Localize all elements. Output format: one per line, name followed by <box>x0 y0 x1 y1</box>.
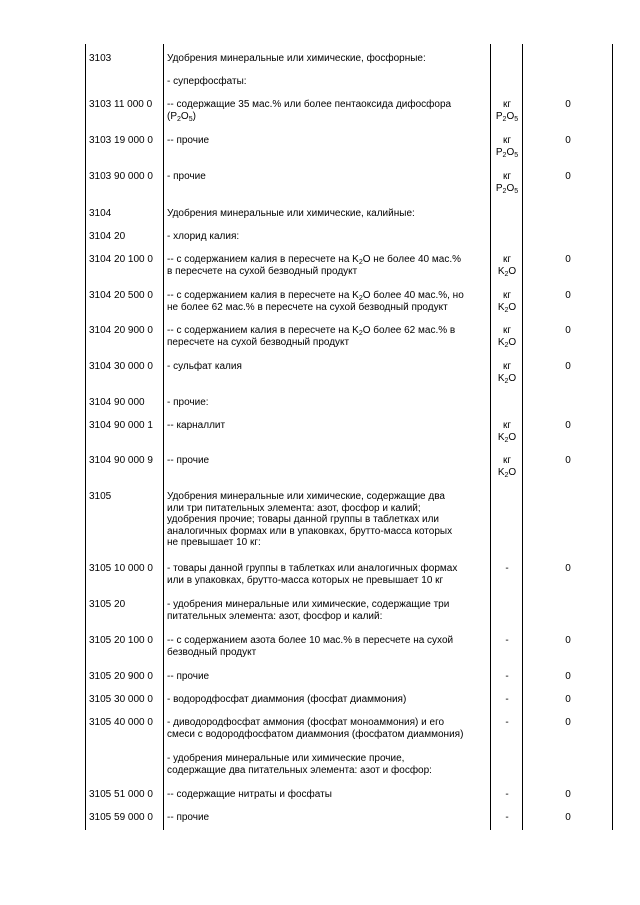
unit-of-measure: - <box>505 635 509 646</box>
tariff-code: 3105 59 000 0 <box>89 812 153 823</box>
tariff-code: 3103 19 000 0 <box>89 135 153 146</box>
tariff-code: 3105 40 000 0 <box>89 717 153 728</box>
tariff-code: 3104 <box>89 208 112 219</box>
unit-of-measure: кг <box>502 290 512 301</box>
unit-basis: $K_2O$ <box>497 265 517 278</box>
tariff-code: 3105 30 000 0 <box>89 694 153 705</box>
item-description: -- с содержанием калия в пересчете на $K_2O$ более 62 мас.% в пересчете на сухой безводный продукт <box>167 325 456 348</box>
unit-of-measure: кг <box>502 325 512 336</box>
unit-of-measure: кг <box>502 99 512 110</box>
unit-basis: $P_2O_5$ <box>495 182 519 195</box>
duty-rate: 0 <box>565 99 571 110</box>
tariff-code: 3105 51 000 0 <box>89 789 153 800</box>
unit-of-measure: - <box>505 671 509 682</box>
duty-rate: 0 <box>565 812 571 823</box>
tariff-code: 3105 20 <box>89 599 126 610</box>
tariff-code: 3104 90 000 <box>89 397 145 408</box>
tariff-code: 3105 20 100 0 <box>89 635 153 646</box>
duty-rate: 0 <box>565 789 571 800</box>
unit-basis: $K_2O$ <box>497 466 517 479</box>
unit-of-measure: кг <box>502 254 512 265</box>
tariff-code: 3104 30 000 0 <box>89 361 153 372</box>
tariff-code: 3104 20 100 0 <box>89 254 153 265</box>
tariff-code: 3105 20 900 0 <box>89 671 153 682</box>
item-description: -- прочие <box>167 455 210 466</box>
tariff-code: 3104 90 000 9 <box>89 455 153 466</box>
item-description: Удобрения минеральные или химические, калийные: <box>167 208 415 219</box>
item-description: -- прочие <box>167 671 210 682</box>
item-description: Удобрения минеральные или химические, содержащие два или три питательных элемента: азот, фосфор и калий; удобрения прочие; товары данной группы в таблетках или аналогичных формах или в упаковках, брутто-масса которых не превышает 10 кг: <box>167 491 453 548</box>
item-description: Удобрения минеральные или химические, фосфорные: <box>167 53 426 64</box>
item-description: -- карналлит <box>167 420 226 431</box>
item-description: - прочие: <box>167 397 209 408</box>
tariff-code: 3104 20 <box>89 231 126 242</box>
item-description: - удобрения минеральные или химические прочие, содержащие два питательных элемента: азот и фосфор: <box>167 753 432 776</box>
column-divider-unit <box>522 44 523 830</box>
unit-of-measure: - <box>505 694 509 705</box>
unit-basis: $K_2O$ <box>497 431 517 444</box>
unit-basis: $K_2O$ <box>497 336 517 349</box>
unit-basis: $P_2O_5$ <box>495 110 519 123</box>
tariff-code: 3104 20 900 0 <box>89 325 153 336</box>
item-description: -- прочие <box>167 135 210 146</box>
unit-of-measure: кг <box>502 135 512 146</box>
column-divider-description <box>490 44 491 830</box>
unit-basis: $K_2O$ <box>497 372 517 385</box>
duty-rate: 0 <box>565 325 571 336</box>
duty-rate: 0 <box>565 420 571 431</box>
item-description: -- прочие <box>167 812 210 823</box>
unit-of-measure: - <box>505 812 509 823</box>
tariff-code: 3105 <box>89 491 112 502</box>
item-description: -- с содержанием азота более 10 мас.% в пересчете на сухой безводный продукт <box>167 635 454 658</box>
item-description: - товары данной группы в таблетках или аналогичных формах или в упаковках, брутто-масса которых не превышает 10 кг <box>167 563 458 586</box>
duty-rate: 0 <box>565 455 571 466</box>
unit-of-measure: - <box>505 717 509 728</box>
unit-of-measure: кг <box>502 361 512 372</box>
item-description: - диводородфосфат аммония (фосфат моноаммония) и его смеси с водородфосфатом диаммония (фосфатом диаммония) <box>167 717 464 740</box>
item-description: -- содержащие 35 мас.% или более пентаоксида дифосфора $(P_2O_5)$ <box>167 99 452 123</box>
duty-rate: 0 <box>565 717 571 728</box>
tariff-code: 3105 10 000 0 <box>89 563 153 574</box>
item-description: -- содержащие нитраты и фосфаты <box>167 789 332 800</box>
tariff-code: 3104 90 000 1 <box>89 420 153 431</box>
duty-rate: 0 <box>565 135 571 146</box>
duty-rate: 0 <box>565 290 571 301</box>
unit-of-measure: кг <box>502 455 512 466</box>
item-description: - хлорид калия: <box>167 231 240 242</box>
item-description: -- с содержанием калия в пересчете на $K_2O$ не более 40 мас.% в пересчете на сухой безводный продукт <box>167 254 461 277</box>
table-border-left <box>85 44 86 830</box>
unit-of-measure: - <box>505 789 509 800</box>
unit-of-measure: кг <box>502 171 512 182</box>
item-description: - водородфосфат диаммония (фосфат диаммония) <box>167 694 407 705</box>
item-description: - суперфосфаты: <box>167 76 247 87</box>
item-description: -- с содержанием калия в пересчете на $K_2O$ более 40 мас.%, но не более 62 мас.% в пересчете на сухой безводный продукт <box>167 290 464 313</box>
duty-rate: 0 <box>565 694 571 705</box>
duty-rate: 0 <box>565 563 571 574</box>
unit-basis: $K_2O$ <box>497 301 517 314</box>
tariff-code: 3103 90 000 0 <box>89 171 153 182</box>
duty-rate: 0 <box>565 171 571 182</box>
tariff-code: 3103 <box>89 53 112 64</box>
duty-rate: 0 <box>565 635 571 646</box>
duty-rate: 0 <box>565 361 571 372</box>
unit-of-measure: кг <box>502 420 512 431</box>
table-border-right <box>612 44 613 830</box>
unit-basis: $P_2O_5$ <box>495 146 519 159</box>
column-divider-code <box>163 44 164 830</box>
item-description: - прочие <box>167 171 206 182</box>
duty-rate: 0 <box>565 254 571 265</box>
unit-of-measure: - <box>505 563 509 574</box>
item-description: - удобрения минеральные или химические, содержащие три питательных элемента: азот, фосфор и калий: <box>167 599 450 622</box>
tariff-code: 3103 11 000 0 <box>89 99 153 110</box>
item-description: - сульфат калия <box>167 361 242 372</box>
tariff-code: 3104 20 500 0 <box>89 290 153 301</box>
duty-rate: 0 <box>565 671 571 682</box>
